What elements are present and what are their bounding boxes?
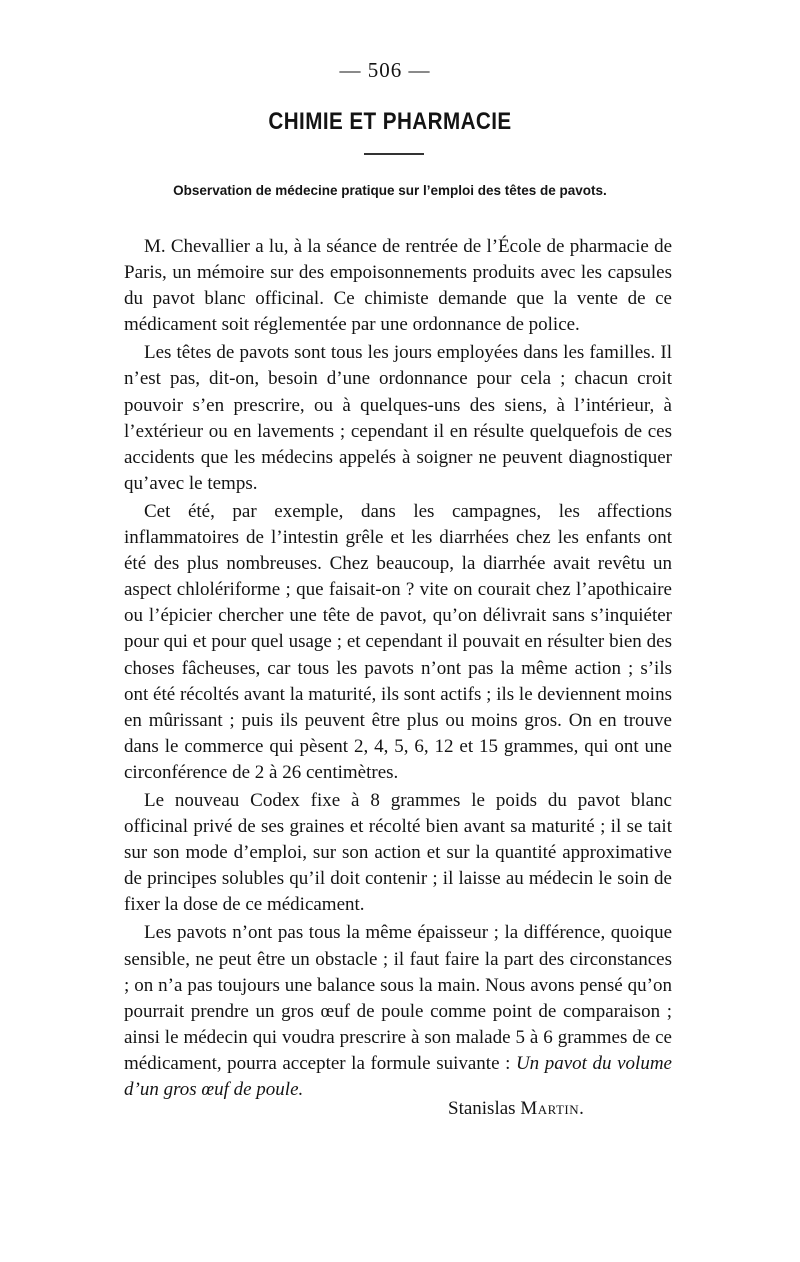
paragraph-5	[124, 920, 672, 1103]
paragraph-1: M. Chevallier a lu, à la séance de rentrée de l’École de pharmacie de Paris, un mémoire sur des empoisonnements produits avec les capsules du pavot blanc officinal. Ce chimiste demande que la vente de ce médicament soit réglementée par une ordonnance de police.	[124, 236, 672, 336]
article-body	[124, 234, 672, 1103]
section-title: CHIMIE ET PHARMACIE	[268, 108, 512, 135]
formula-text: Un pavot du volume d’un gros œuf de poule.	[124, 1052, 672, 1100]
paragraph-2: Les têtes de pavots sont tous les jours employées dans les familles. Il n’est pas, dit-on, besoin d’une ordonnance pour cela ; chacun croit pouvoir s’en prescrire, ou à quelques-uns des siens, à l’intérieur, à l’extérieur ou en lavements ; cependant il en résulte quelquefois de ces accidents que les médecins appelés à soigner ne peuvent diagnostiquer qu’avec le temps.	[124, 342, 672, 494]
author-last-name: Martin.	[520, 1098, 585, 1119]
article-title: Observation de médecine pratique sur l’emploi des têtes de pavots.	[173, 183, 607, 198]
author-first-name: Stanislas	[448, 1098, 516, 1119]
paragraph-3: Cet été, par exemple, dans les campagnes, les affections inflammatoires de l’intestin grêle et les diarrhées chez les enfants ont été des plus nombreuses. Chez beaucoup, la diarrhée avait revêtu un aspect chlolériforme ; que faisait-on ? vite on courait chez l’apothicaire ou l’épicier chercher une tête de pavot, qu’on délivrait sans s’inquiéter pour qui et pour quel usage ; et cependant il pouvait en résulter bien des choses fâcheuses, car tous les pavots n’ont pas la même action ; s’ils ont été récoltés avant la maturité, ils sont actifs ; ils le deviennent moins en mûrissant ; puis ils peuvent être plus ou moins gros. On en trouve dans le commerce qui pèsent 2, 4, 5, 6, 12 et 15 grammes, qui ont une circonférence de 2 à 26 centimètres.	[124, 500, 672, 783]
title-rule	[364, 153, 424, 155]
paragraph-4: Le nouveau Codex fixe à 8 grammes le poids du pavot blanc officinal privé de ses graines et récolté bien avant sa maturité ; il se tait sur son mode d’emploi, sur son action et sur la quantité approximative de principes solubles qu’il doit contenir ; il laisse au médecin le soin de fixer la dose de ce médicament.	[124, 789, 672, 916]
author-signature	[448, 1096, 698, 1122]
page-number: — 506 —	[339, 58, 431, 82]
paragraph-5-text: Les pavots n’ont pas tous la même épaisseur ; la différence, quoique sensible, ne peut être un obstacle ; il faut faire la part des circonstances ; on n’a pas toujours une balance sous la main. Nous avons pensé qu’on pourrait prendre un gros œuf de poule comme point de comparaison ; ainsi le médecin qui voudra prescrire à son malade 5 à 6 grammes de ce médicament, pourra accepter la formule suivante :	[124, 922, 672, 1074]
